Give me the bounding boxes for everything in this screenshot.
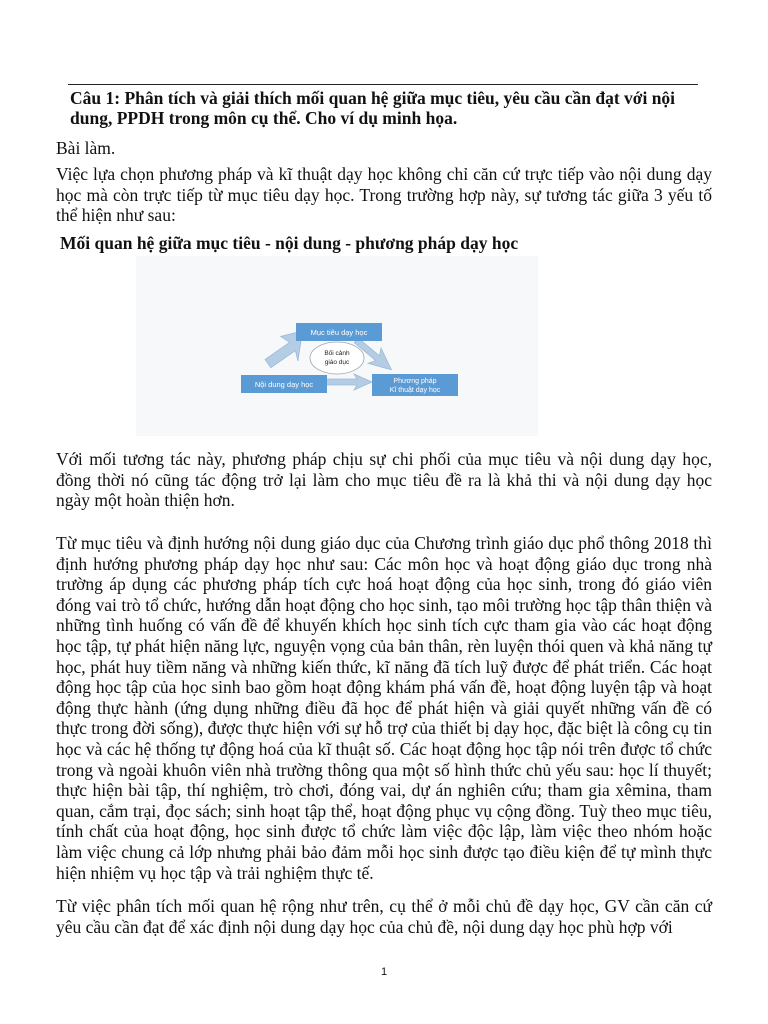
- paragraph-intro: Việc lựa chọn phương pháp và kĩ thuật dạy học không chỉ căn cứ trực tiếp vào nội dung dạy học mà còn trực tiếp từ mục tiêu dạy học. Trong trường hợp này, sự tương tác giữa 3 yếu tố thể hiện như sau:: [56, 164, 712, 226]
- box-methods-label-2: Kĩ thuật dạy học: [389, 387, 441, 394]
- box-content-label: Nội dung dạy học: [254, 380, 314, 389]
- paragraph-program-2018: Từ mục tiêu và định hướng nội dung giáo dục của Chương trình giáo dục phổ thông 2018 thì định hướng phương pháp dạy học như sau: Các môn học và hoạt động giáo dục trong nhà trường áp dụng các phương pháp tích cực hoá hoạt động của học sinh, trong đó giáo viên đóng vai trò tổ chức, hướng dẫn hoạt động cho học sinh, tạo môi trường học tập thân thiện và những tình huống có vấn đề để khuyến khích học sinh tích cực tham gia vào các hoạt động học tập, tự phát hiện năng lực, nguyện vọng của bản thân, rèn luyện thói quen và khả năng tự học, phát huy tiềm năng và những kiến thức, kĩ năng đã tích luỹ được để phát triển. Các hoạt động học tập của học sinh bao gồm hoạt động khám phá vấn đề, hoạt động luyện tập và hoạt động thực hành (ứng dụng những điều đã học để phát hiện và giải quyết những vấn đề có thực trong đời sống), được thực hiện với sự hỗ trợ của thiết bị dạy học, đặc biệt là công cụ tin học và các hệ thống tự động hoá của kĩ thuật số. Các hoạt động học tập nói trên được tổ chức trong và ngoài khuôn viên nhà trường thông qua một số hình thức chủ yếu sau: học lí thuyết; thực hiện bài tập, thí nghiệm, trò chơi, đóng vai, dự án nghiên cứu; tham gia xêmina, tham quan, cắm trại, đọc sách; sinh hoạt tập thể, hoạt động phục vụ cộng đồng. Tuỳ theo mục tiêu, tính chất của hoạt động, học sinh được tổ chức làm việc độc lập, làm việc theo nhóm hoặc làm việc chung cả lớp nhưng phải bảo đảm mỗi học sinh được tạo điều kiện để tự mình thực hiện nhiệm vụ học tập và trải nghiệm thực tế.: [56, 533, 712, 883]
- box-methods-label-1: Phương pháp: [393, 378, 437, 385]
- context-label-2: giáo dục: [324, 359, 350, 366]
- box-objectives-label: Mục tiêu dạy học: [310, 328, 368, 337]
- context-circle: [310, 342, 364, 374]
- top-rule: [68, 84, 698, 85]
- paragraph-conclusion: Từ việc phân tích mối quan hệ rộng như trên, cụ thể ở mỗi chủ đề dạy học, GV cần căn cứ yêu cầu cần đạt để xác định nội dung dạy học của chủ đề, nội dung dạy học phù hợp với: [56, 896, 712, 937]
- question-title: Câu 1: Phân tích và giải thích mối quan hệ giữa mục tiêu, yêu cầu cần đạt với nội dung, PPDH trong môn cụ thể. Cho ví dụ minh họa.: [70, 88, 676, 128]
- paragraph-interaction: Với mối tương tác này, phương pháp chịu sự chi phối của mục tiêu và nội dung dạy học, đồng thời nó cũng tác động trở lại làm cho mục tiêu đề ra là khả thi và nội dung dạy học ngày một hoàn thiện hơn.: [56, 449, 712, 511]
- diagram-heading: Mối quan hệ giữa mục tiêu - nội dung - phương pháp dạy học: [60, 233, 519, 253]
- context-label-1: Bối cảnh: [324, 350, 350, 357]
- answer-label: Bài làm.: [56, 138, 116, 158]
- relationship-diagram: [136, 256, 538, 436]
- page-number: 1: [380, 966, 388, 978]
